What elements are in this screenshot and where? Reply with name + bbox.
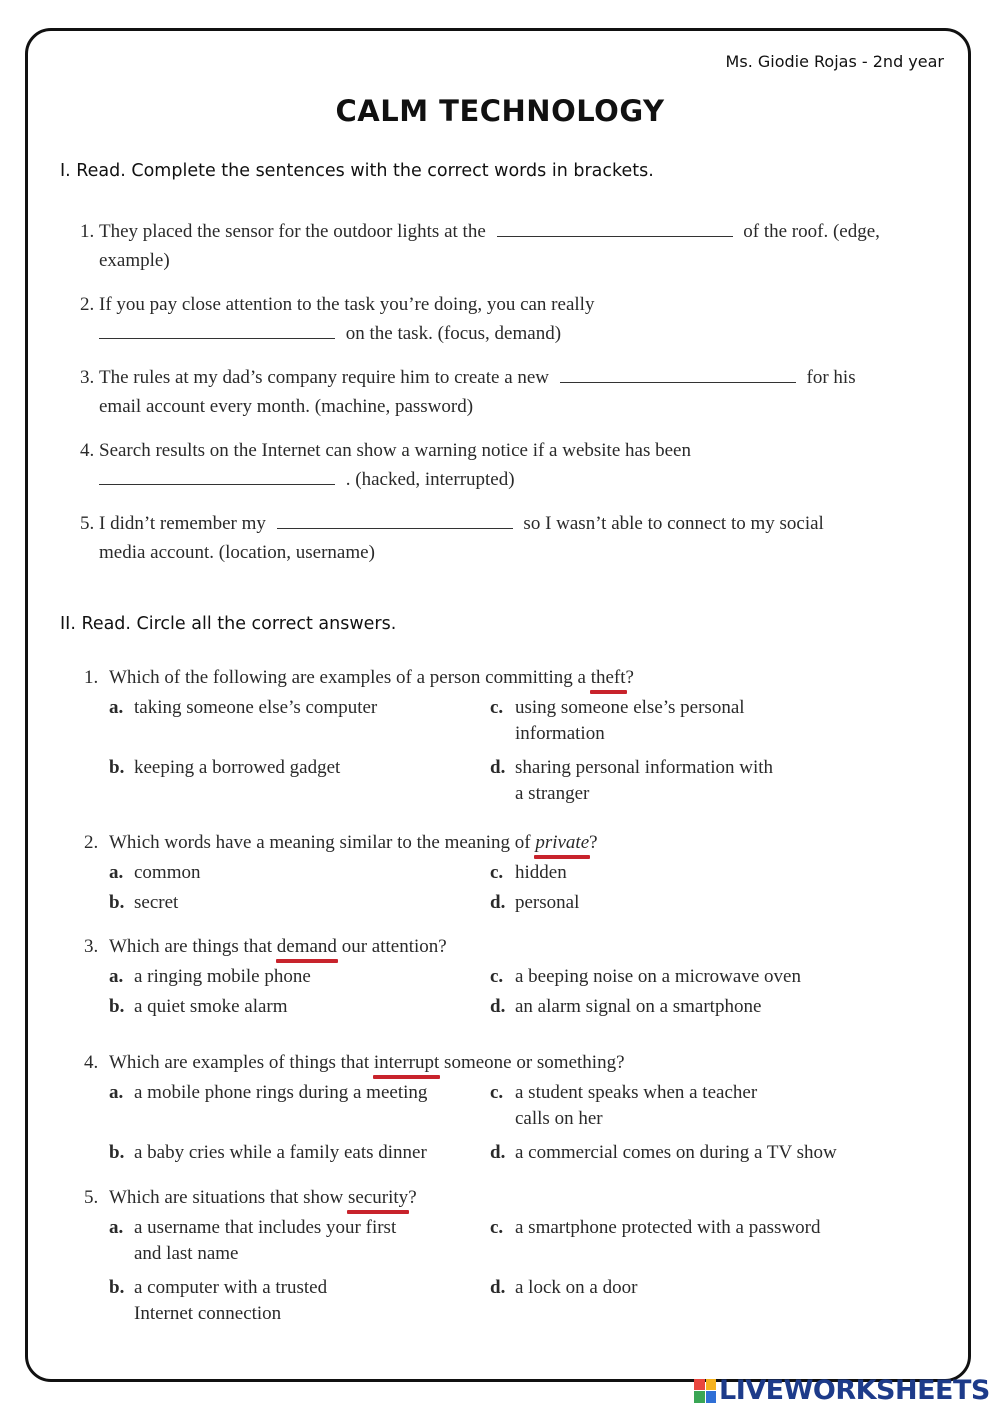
answer-blank[interactable] bbox=[497, 218, 733, 237]
worksheet-title: CALM TECHNOLOGY bbox=[335, 94, 665, 128]
question-5: 5. Which are situations that show security? a. a username that includes your first and last name c. a smartphone protected with a password b. a computer with a trusted Internet connection d. a lock on a door bbox=[84, 1185, 964, 1327]
brand-wordmark: LIVEWORKSHEETS bbox=[719, 1375, 990, 1406]
sentence-start: They placed the sensor for the outdoor lights at the bbox=[99, 221, 486, 242]
question-1: 1. Which of the following are examples of a person committing a theft? a. taking someone else’s computer c. using someone else’s personal information b. keeping a borrowed gadget d. sharing personal information with a stranger bbox=[84, 665, 964, 807]
keyword-interrupt: interrupt bbox=[373, 1052, 440, 1073]
logo-icon bbox=[694, 1379, 716, 1403]
option-b[interactable]: b. a baby cries while a family eats dinner bbox=[109, 1142, 427, 1163]
keyword-security: security bbox=[348, 1187, 409, 1208]
option-b[interactable]: b. secret bbox=[109, 892, 179, 913]
option-b[interactable]: b. keeping a borrowed gadget bbox=[109, 757, 341, 778]
sentence-end: for his email account every month. (machine, password) bbox=[99, 367, 856, 417]
answer-blank[interactable] bbox=[277, 510, 513, 529]
option-c[interactable]: c. a beeping noise on a microwave oven bbox=[490, 966, 801, 987]
keyword-private: private bbox=[535, 832, 590, 853]
option-d[interactable]: d. personal bbox=[490, 892, 580, 913]
option-b[interactable]: b. a computer with a trusted Internet connection bbox=[109, 1277, 328, 1324]
question-4: 4. Which are examples of things that interrupt someone or something? a. a mobile phone rings during a meeting c. a student speaks when a teacher calls on her b. a baby cries while a family eats dinner d. a commercial comes on during a TV show bbox=[84, 1050, 964, 1166]
fill-item: 1. They placed the sensor for the outdoor lights at the of the roof. (edge, example) bbox=[80, 217, 880, 275]
sentence-start: If you pay close attention to the task you’re doing, you can really bbox=[99, 294, 595, 315]
section2-instruction: II. Read. Circle all the correct answers. bbox=[60, 614, 397, 634]
liveworksheets-logo bbox=[694, 1375, 990, 1406]
fill-item: 4. Search results on the Internet can show a warning notice if a website has been . (hacked, interrupted) bbox=[80, 440, 691, 490]
option-a[interactable]: a. taking someone else’s computer bbox=[109, 697, 378, 718]
sentence-start: Search results on the Internet can show a warning notice if a website has been bbox=[99, 440, 691, 461]
fill-item: 5. I didn’t remember my so I wasn’t able to connect to my social media account. (location, username) bbox=[80, 509, 880, 567]
sentence-start: The rules at my dad’s company require him to create a new bbox=[99, 367, 550, 388]
sentence-start: I didn’t remember my bbox=[99, 513, 266, 534]
sentence-end: . (hacked, interrupted) bbox=[345, 469, 515, 490]
option-c[interactable]: c. using someone else’s personal information bbox=[490, 697, 745, 744]
answer-blank[interactable] bbox=[99, 466, 335, 485]
sentence-end: so I wasn’t able to connect to my social media account. (location, username) bbox=[99, 513, 824, 563]
fill-item: 2. If you pay close attention to the task you’re doing, you can really on the task. (focus, demand) bbox=[80, 294, 595, 344]
option-d[interactable]: d. a lock on a door bbox=[490, 1277, 638, 1298]
option-c[interactable]: c. hidden bbox=[490, 862, 567, 883]
option-b[interactable]: b. a quiet smoke alarm bbox=[109, 996, 288, 1017]
option-c[interactable]: c. a student speaks when a teacher calls on her bbox=[490, 1082, 758, 1129]
answer-blank[interactable] bbox=[560, 364, 796, 383]
option-a[interactable]: a. a mobile phone rings during a meeting bbox=[109, 1082, 428, 1103]
option-d[interactable]: d. sharing personal information with a stranger bbox=[490, 757, 774, 804]
keyword-demand: demand bbox=[276, 936, 337, 957]
option-a[interactable]: a. a ringing mobile phone bbox=[109, 966, 311, 987]
option-c[interactable]: c. a smartphone protected with a password bbox=[490, 1217, 821, 1238]
fill-item: 3. The rules at my dad’s company require him to create a new for his email account every month. (machine, password) bbox=[80, 363, 880, 421]
section1-instruction: I. Read. Complete the sentences with the correct words in brackets. bbox=[60, 161, 654, 181]
answer-blank[interactable] bbox=[99, 320, 335, 339]
option-d[interactable]: d. an alarm signal on a smartphone bbox=[490, 996, 762, 1017]
author-label: Ms. Giodie Rojas - 2nd year bbox=[725, 52, 944, 71]
option-d[interactable]: d. a commercial comes on during a TV show bbox=[490, 1142, 837, 1163]
keyword-theft: theft bbox=[590, 667, 626, 688]
sentence-end: of the roof. (edge, example) bbox=[99, 221, 880, 271]
option-a[interactable]: a. common bbox=[109, 862, 201, 883]
option-a[interactable]: a. a username that includes your first and last name bbox=[109, 1217, 397, 1264]
question-2: 2. Which words have a meaning similar to the meaning of private? a. common c. hidden b. secret d. personal bbox=[84, 830, 964, 920]
question-3: 3. Which are things that demand our attention? a. a ringing mobile phone c. a beeping noise on a microwave oven b. a quiet smoke alarm d. an alarm signal on a smartphone bbox=[84, 934, 964, 1024]
sentence-end: on the task. (focus, demand) bbox=[345, 323, 562, 344]
fill-in-list bbox=[80, 217, 880, 582]
